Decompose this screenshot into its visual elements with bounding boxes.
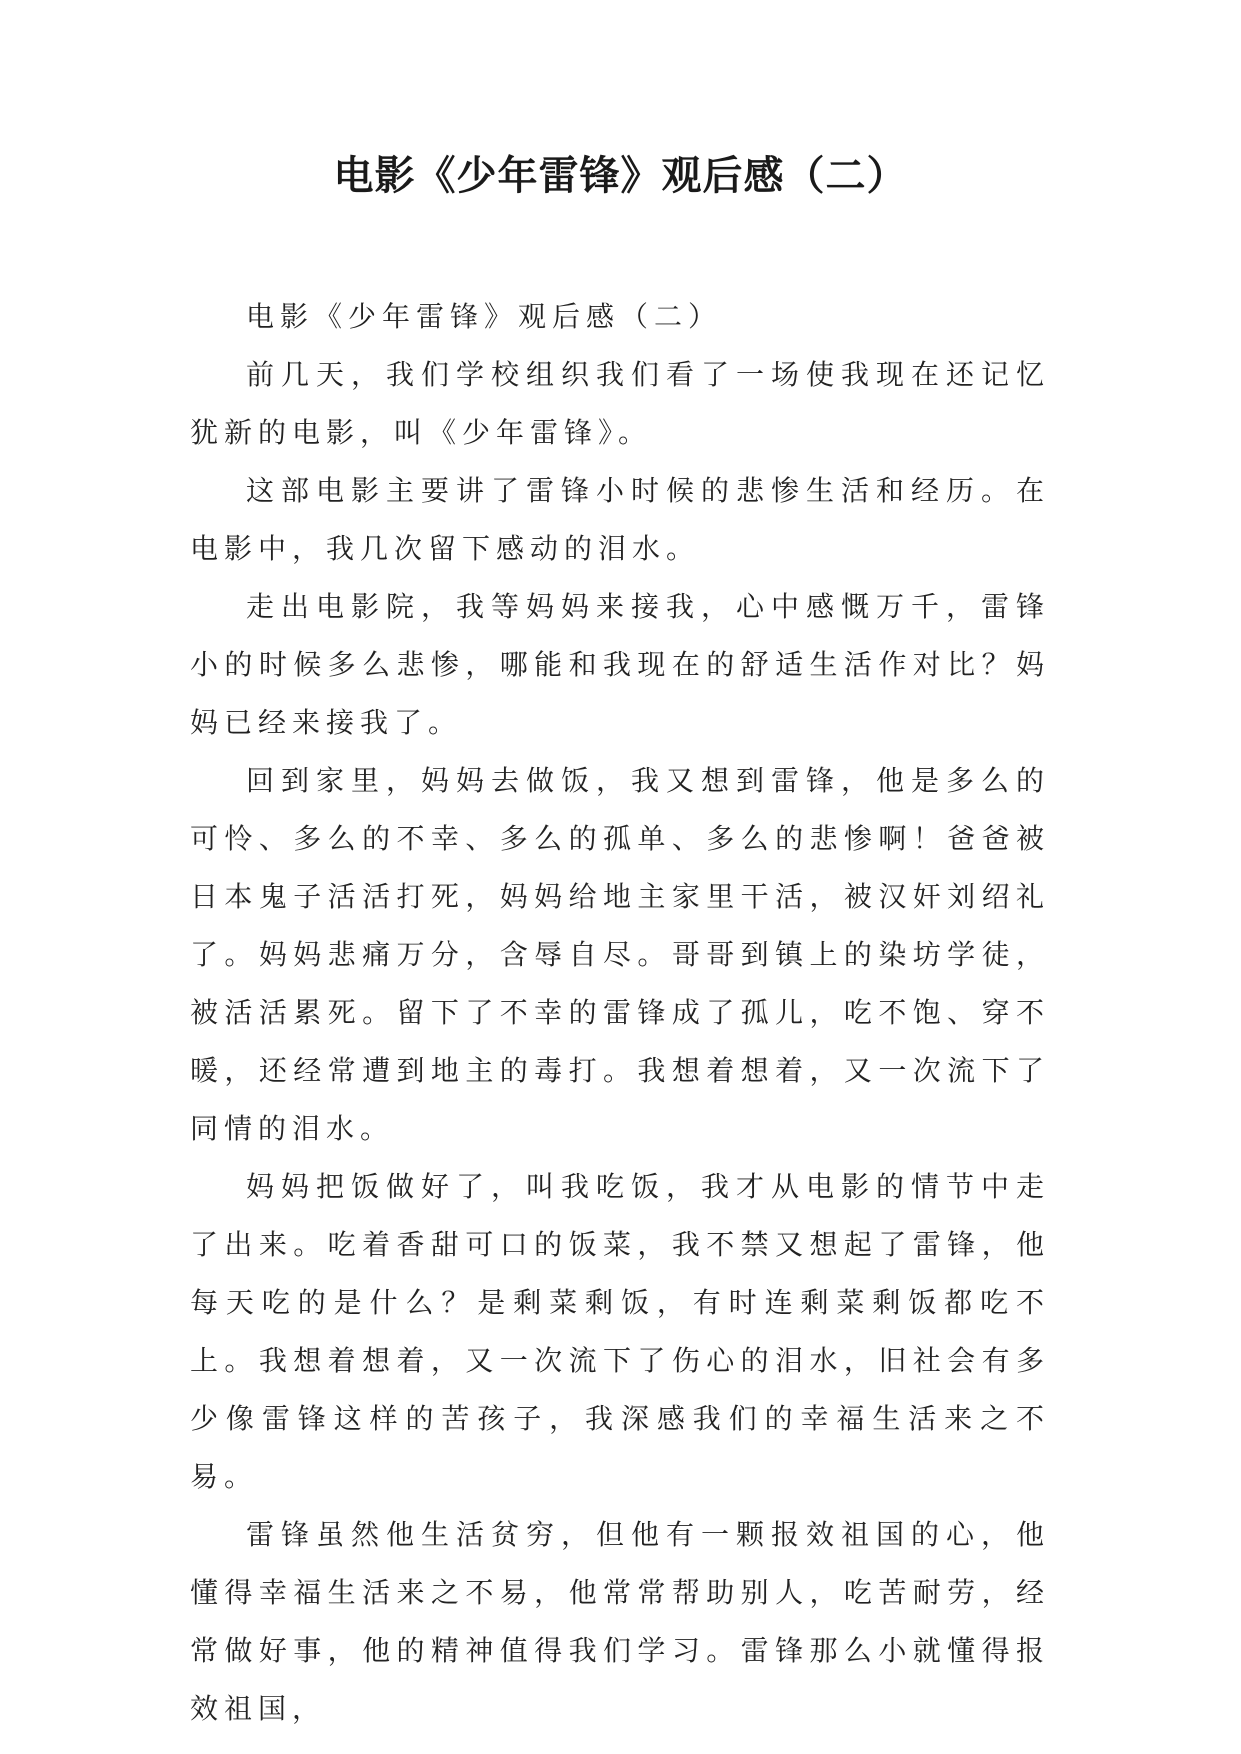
- paragraph: 回到家里，妈妈去做饭，我又想到雷锋，他是多么的可怜、多么的不幸、多么的孤单、多么的悲惨啊！爸爸被日本鬼子活活打死，妈妈给地主家里干活，被汉奸刘绍礼了。妈妈悲痛万分，含辱自尽。哥哥到镇上的染坊学徒，被活活累死。留下了不幸的雷锋成了孤儿，吃不饱、穿不暖，还经常遭到地主的毒打。我想着想着，又一次流下了同情的泪水。: [190, 764, 1050, 1145]
- paragraph: 妈妈把饭做好了，叫我吃饭，我才从电影的情节中走了出来。吃着香甜可口的饭菜，我不禁又想起了雷锋，他每天吃的是什么？是剩菜剩饭，有时连剩菜剩饭都吃不上。我想着想着，又一次流下了伤心的泪水，旧社会有多少像雷锋这样的苦孩子，我深感我们的幸福生活来之不易。: [190, 1170, 1050, 1493]
- paragraph: 雷锋虽然他生活贫穷，但他有一颗报效祖国的心，他懂得幸福生活来之不易，他常常帮助别人，吃苦耐劳，经常做好事，他的精神值得我们学习。雷锋那么小就懂得报效祖国，: [190, 1518, 1050, 1725]
- document-body: [190, 288, 1050, 1738]
- paragraph: 走出电影院，我等妈妈来接我，心中感慨万千，雷锋小的时候多么悲惨，哪能和我现在的舒适生活作对比？妈妈已经来接我了。: [190, 590, 1050, 739]
- document-title: 电影《少年雷锋》观后感（二）: [333, 153, 908, 199]
- paragraph: 前几天，我们学校组织我们看了一场使我现在还记忆犹新的电影，叫《少年雷锋》。: [190, 358, 1050, 449]
- paragraph: 这部电影主要讲了雷锋小时候的悲惨生活和经历。在电影中，我几次留下感动的泪水。: [190, 474, 1050, 565]
- paragraph: 电影《少年雷锋》观后感（二）: [246, 300, 723, 333]
